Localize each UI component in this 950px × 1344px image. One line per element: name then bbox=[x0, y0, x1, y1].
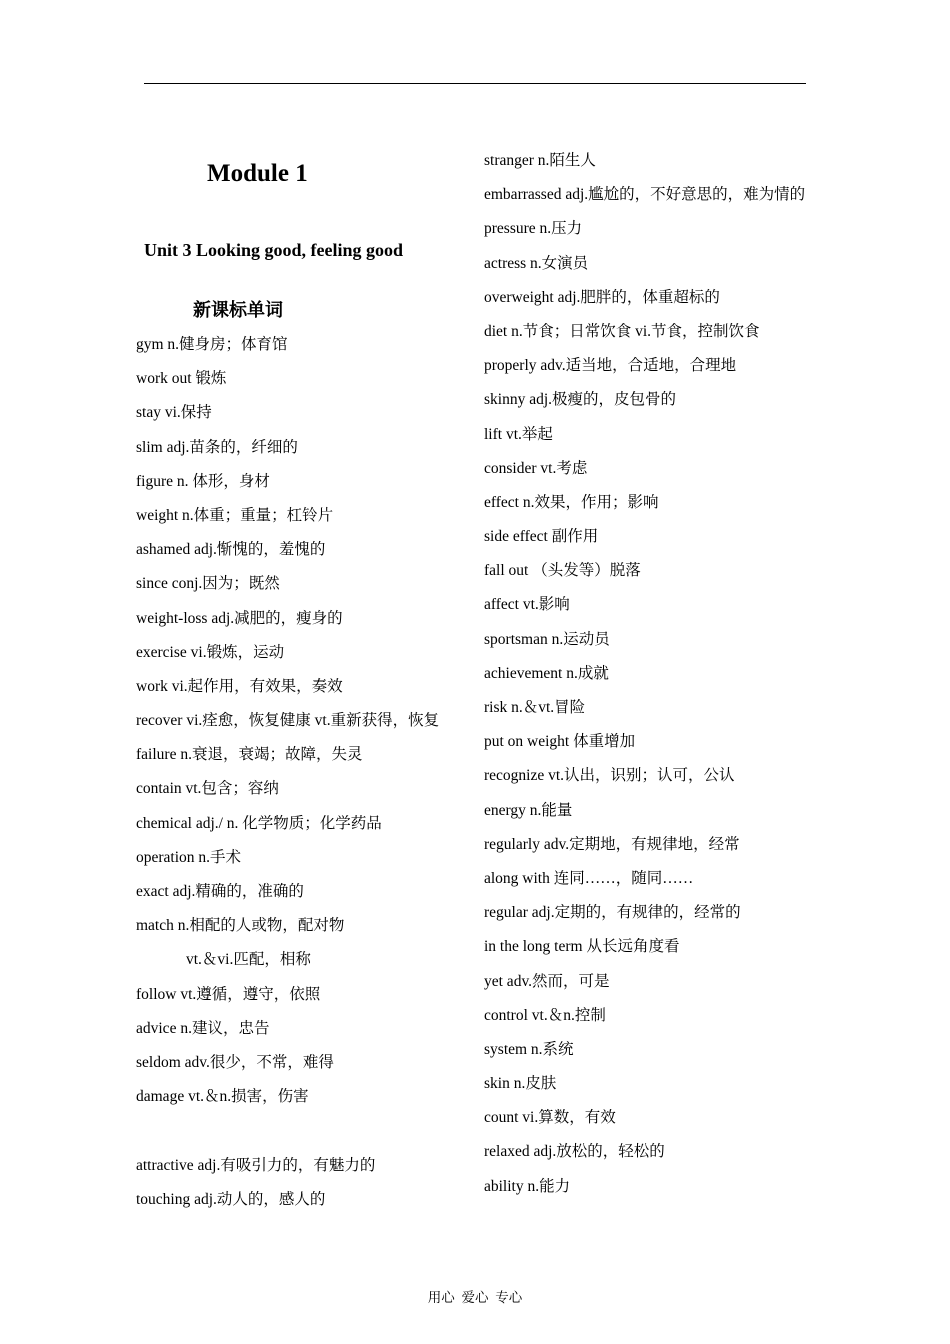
list-spacer bbox=[136, 1118, 471, 1152]
vocab-entry: seldom adv.很少，不常，难得 bbox=[136, 1053, 334, 1071]
vocab-entry: put on weight 体重增加 bbox=[484, 733, 636, 751]
vocab-entry: weight n.体重；重量；杠铃片 bbox=[136, 506, 334, 524]
section-title: 新课标单词 bbox=[193, 300, 283, 320]
vocab-entry: lift vt.举起 bbox=[484, 425, 553, 443]
vocab-entry: damage vt.＆n.损害，伤害 bbox=[136, 1088, 309, 1106]
vocab-entry: since conj.因为；既然 bbox=[136, 575, 280, 593]
vocab-entry: affect vt.影响 bbox=[484, 596, 570, 614]
vocab-entry: exact adj.精确的，准确的 bbox=[136, 883, 304, 900]
vocab-entry: recognize vt.认出，识别；认可，公认 bbox=[484, 767, 735, 785]
vocab-entry: count vi.算数，有效 bbox=[484, 1109, 616, 1127]
vocab-entry: skinny adj.极瘦的，皮包骨的 bbox=[484, 391, 677, 409]
vocab-entry: achievement n.成就 bbox=[484, 664, 609, 682]
vocab-entry: sportsman n.运动员 bbox=[484, 630, 610, 648]
vocab-list-right bbox=[484, 148, 844, 1208]
vocab-entry: follow vt.遵循，遵守，依照 bbox=[136, 985, 321, 1003]
vocab-entry: properly adv.适当地，合适地，合理地 bbox=[484, 357, 737, 375]
vocab-entry: work vi.起作用，有效果，奏效 bbox=[136, 677, 343, 695]
vocab-entry: figure n. 体形，身材 bbox=[136, 472, 270, 490]
vocab-entry: risk n.＆vt.冒险 bbox=[484, 699, 586, 716]
module-title: Module 1 bbox=[207, 160, 308, 187]
vocab-entry: side effect 副作用 bbox=[484, 528, 599, 546]
vocab-entry: along with 连同……，随同…… bbox=[484, 869, 694, 887]
vocab-entry: yet adv.然而，可是 bbox=[484, 972, 610, 990]
vocab-entry: overweight adj.肥胖的，体重超标的 bbox=[484, 288, 720, 306]
vocab-entry: relaxed adj.放松的，轻松的 bbox=[484, 1143, 665, 1161]
vocab-entry: touching adj.动人的，感人的 bbox=[136, 1190, 326, 1208]
vocab-entry: control vt.＆n.控制 bbox=[484, 1006, 606, 1024]
vocab-entry: advice n.建议，忠告 bbox=[136, 1019, 270, 1037]
vocab-entry: regular adj.定期的，有规律的，经常的 bbox=[484, 904, 741, 922]
header-rule bbox=[144, 83, 806, 84]
vocab-entry: energy n.能量 bbox=[484, 801, 573, 819]
vocab-entry: consider vt.考虑 bbox=[484, 459, 588, 477]
vocab-entry: fall out （头发等）脱落 bbox=[484, 562, 641, 580]
vocab-entry: stranger n.陌生人 bbox=[484, 152, 596, 169]
vocab-list-left bbox=[136, 332, 471, 1221]
vocab-entry: weight-loss adj.减肥的，瘦身的 bbox=[136, 609, 343, 627]
vocab-entry: work out 锻炼 bbox=[136, 370, 227, 388]
vocab-entry: gym n.健身房；体育馆 bbox=[136, 336, 288, 353]
page-footer: 用心 爱心 专心 bbox=[427, 1290, 523, 1305]
vocab-entry: skin n.皮肤 bbox=[484, 1075, 557, 1093]
vocab-entry: system n.系统 bbox=[484, 1040, 574, 1058]
vocab-entry: attractive adj.有吸引力的，有魅力的 bbox=[136, 1156, 376, 1174]
unit-title: Unit 3 Looking good, feeling good bbox=[144, 240, 404, 260]
vocab-entry: effect n.效果，作用；影响 bbox=[484, 493, 659, 511]
vocab-entry: vt.＆vi.匹配，相称 bbox=[186, 951, 311, 969]
vocab-entry: match n.相配的人或物，配对物 bbox=[136, 917, 345, 935]
vocab-entry: pressure n.压力 bbox=[484, 220, 583, 238]
vocab-entry: contain vt.包含；容纳 bbox=[136, 780, 279, 798]
vocab-entry: embarrassed adj.尴尬的，不好意思的，难为情的 bbox=[484, 186, 806, 204]
vocab-entry: failure n.衰退，衰竭；故障，失灵 bbox=[136, 746, 363, 764]
vocab-entry: slim adj.苗条的，纤细的 bbox=[136, 438, 298, 456]
vocab-entry: exercise vi.锻炼，运动 bbox=[136, 643, 285, 661]
vocab-entry: chemical adj./ n. 化学物质；化学药品 bbox=[136, 814, 382, 832]
vocab-entry: ability n.能力 bbox=[484, 1177, 571, 1195]
vocab-entry: actress n.女演员 bbox=[484, 254, 589, 272]
vocab-entry: ashamed adj.惭愧的，羞愧的 bbox=[136, 541, 326, 559]
vocab-entry: recover vi.痊愈，恢复健康 vt.重新获得，恢复 bbox=[136, 712, 440, 730]
vocab-entry: regularly adv.定期地，有规律地，经常 bbox=[484, 835, 740, 853]
vocab-entry: operation n.手术 bbox=[136, 848, 242, 866]
vocab-entry: diet n.节食；日常饮食 vi.节食，控制饮食 bbox=[484, 322, 760, 340]
vocab-entry: in the long term 从长远角度看 bbox=[484, 938, 680, 956]
vocab-entry: stay vi.保持 bbox=[136, 404, 212, 422]
